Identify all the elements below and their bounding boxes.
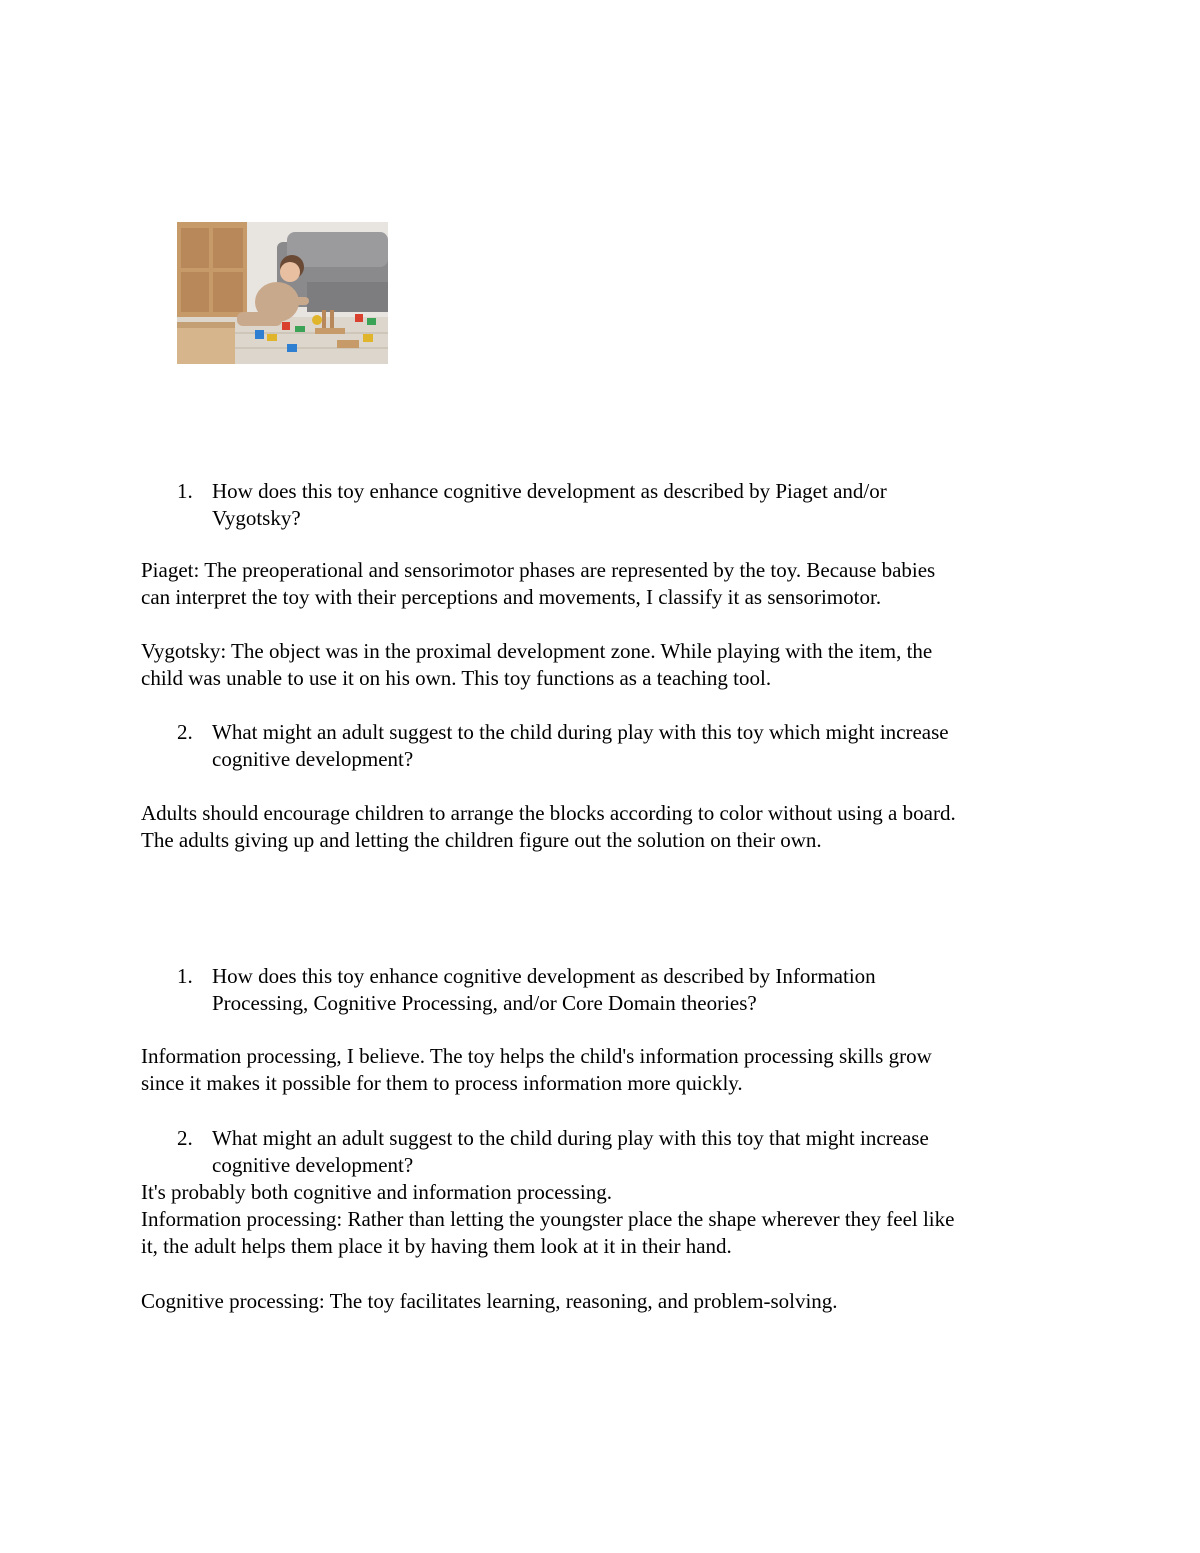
text-line: It's probably both cognitive and information processing. <box>141 1180 612 1204</box>
list-number: 1. <box>177 479 193 503</box>
answer-piaget <box>141 557 1071 611</box>
text-line: The adults giving up and letting the children figure out the solution on their own. <box>141 828 822 852</box>
list-number: 1. <box>177 964 193 988</box>
text-line: child was unable to use it on his own. This toy functions as a teaching tool. <box>141 666 772 690</box>
question-text <box>212 719 1062 773</box>
toy-photo <box>177 222 388 364</box>
question-text <box>212 963 1062 1017</box>
list-number: 2. <box>177 720 193 744</box>
text-line: Piaget: The preoperational and sensorimotor phases are represented by the toy. Because babies <box>141 558 936 582</box>
answer-processing-types <box>141 1179 1071 1260</box>
list-number: 2. <box>177 1126 193 1150</box>
text-line: Information processing, I believe. The toy helps the child's information processing skills grow <box>141 1044 932 1068</box>
text-line: cognitive development? <box>212 747 414 771</box>
answer-adult-suggestion <box>141 800 1071 854</box>
question-text <box>212 1125 1062 1179</box>
text-line: What might an adult suggest to the child during play with this toy which might increase <box>212 720 949 744</box>
text-line: it, the adult helps them place it by having them look at it in their hand. <box>141 1234 732 1258</box>
text-line: Vygotsky? <box>212 506 301 530</box>
answer-cognitive-processing <box>141 1288 1071 1315</box>
question-text <box>212 478 1062 532</box>
text-line: Information processing: Rather than letting the youngster place the shape wherever they feel like <box>141 1207 955 1231</box>
text-line: cognitive development? <box>212 1153 414 1177</box>
answer-information-processing <box>141 1043 1071 1097</box>
text-line: How does this toy enhance cognitive development as described by Information <box>212 964 876 988</box>
text-line: How does this toy enhance cognitive development as described by Piaget and/or <box>212 479 887 503</box>
text-line: Cognitive processing: The toy facilitates learning, reasoning, and problem-solving. <box>141 1289 838 1313</box>
text-line: Adults should encourage children to arrange the blocks according to color without using a board. <box>141 801 956 825</box>
text-line: can interpret the toy with their perceptions and movements, I classify it as sensorimotor. <box>141 585 882 609</box>
text-line: since it makes it possible for them to process information more quickly. <box>141 1071 743 1095</box>
answer-vygotsky <box>141 638 1071 692</box>
text-line: Processing, Cognitive Processing, and/or Core Domain theories? <box>212 991 757 1015</box>
child-playing-blocks-image <box>177 222 388 364</box>
text-line: Vygotsky: The object was in the proximal development zone. While playing with the item, the <box>141 639 933 663</box>
text-line: What might an adult suggest to the child during play with this toy that might increase <box>212 1126 929 1150</box>
